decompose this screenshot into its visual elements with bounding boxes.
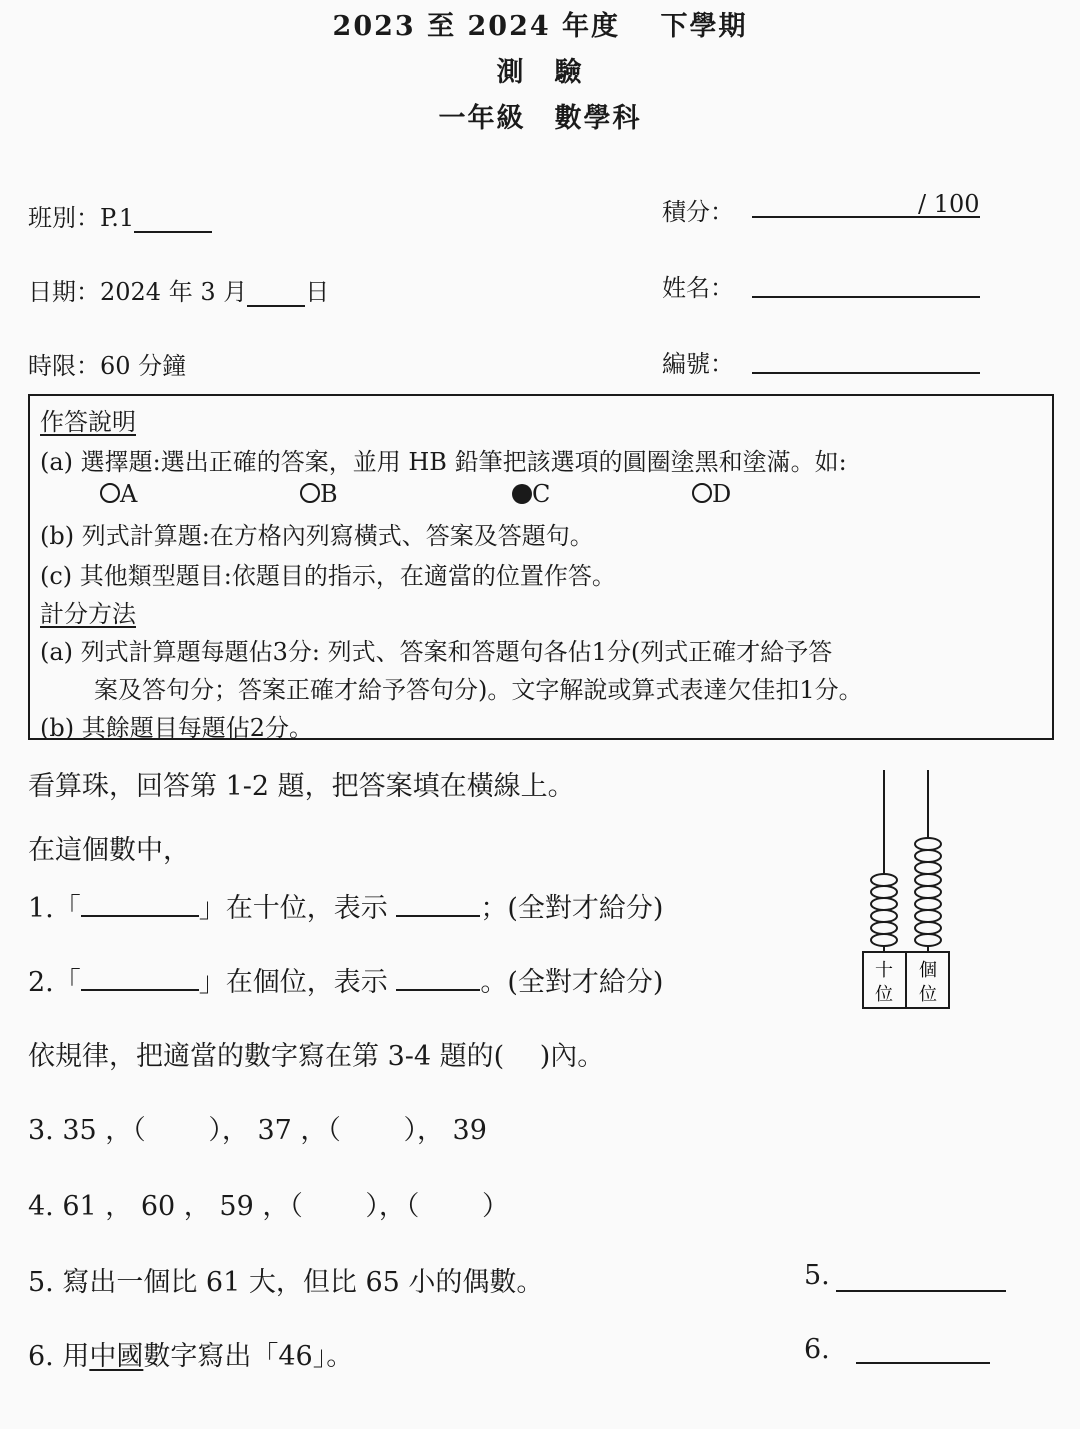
instruction-a: (a) 選擇題:選出正確的答案，並用 HB 鉛筆把該選項的圓圈塗黑和塗滿。如: <box>40 448 847 476</box>
ones-label-1: 個 <box>919 960 937 981</box>
q1-suffix: ；(全對才給分) <box>480 893 664 924</box>
abacus-bead <box>915 886 941 898</box>
abacus-bead <box>871 874 897 886</box>
name-blank[interactable] <box>752 296 980 298</box>
question-4[interactable]: 4. 61 ， 60 ， 59 ，（ ），（ ） <box>28 1191 509 1222</box>
intro-q3-4: 依規律，把適當的數字寫在第 3-4 題的( )內。 <box>28 1041 605 1072</box>
q6-suffix: 數字寫出「46」。 <box>143 1341 354 1372</box>
header-year-term: 2023 至 2024 年度 下學期 <box>332 11 748 42</box>
abacus-bead <box>915 874 941 886</box>
abacus-bead <box>915 922 941 934</box>
abacus-bead <box>915 934 941 946</box>
q2-value-blank[interactable] <box>396 967 480 991</box>
option-d-label: D <box>712 480 732 508</box>
option-example-a <box>100 480 137 508</box>
q1-value-blank[interactable] <box>396 893 480 917</box>
q2-digit-blank[interactable] <box>81 967 199 991</box>
q6-answer-number: 6. <box>804 1334 830 1365</box>
empty-circle-icon <box>300 483 320 503</box>
abacus-bead <box>871 934 897 946</box>
q6-underlined: 中國 <box>89 1341 144 1372</box>
number-blank[interactable] <box>752 372 980 374</box>
q6-prefix: 6. 用 <box>28 1341 90 1372</box>
q2-prefix: 2.「 <box>28 967 81 998</box>
name-label: 姓名： <box>662 274 734 302</box>
scoring-b: (b) 其餘題目每題佔2分。 <box>40 714 313 742</box>
abacus-bead <box>915 898 941 910</box>
question-1 <box>28 886 663 925</box>
question-6 <box>28 1334 353 1373</box>
intro-number: 在這個數中， <box>28 835 190 866</box>
scoring-a-line2: 案及答句分；答案正確才給予答句分)。文字解說或算式表達欠佳扣1分。 <box>94 676 863 704</box>
q5-answer-number: 5. <box>804 1260 830 1291</box>
option-c-label: C <box>532 480 551 508</box>
ones-label-2: 位 <box>919 984 937 1005</box>
question-2 <box>28 960 663 999</box>
instruction-b: (b) 列式計算題:在方格內列寫橫式、答案及答題句。 <box>40 522 594 550</box>
empty-circle-icon <box>692 483 712 503</box>
filled-circle-icon <box>512 484 532 504</box>
intro-q1-2: 看算珠，回答第 1-2 題，把答案填在橫線上。 <box>28 771 575 802</box>
abacus-bead <box>915 862 941 874</box>
question-5: 5. 寫出一個比 61 大，但比 65 小的偶數。 <box>28 1267 544 1298</box>
scoring-a-line1: (a) 列式計算題每題佔3分: 列式、答案和答題句各佔1分(列式正確才給予答 <box>40 638 833 666</box>
question-3[interactable]: 3. 35 ，（ ）， 37 ，（ ）， 39 <box>28 1115 487 1146</box>
instruction-c: (c) 其他類型題目:依題目的指示，在適當的位置作答。 <box>40 562 616 590</box>
abacus-bead <box>915 850 941 862</box>
abacus-bead <box>871 898 897 910</box>
date-suffix: 日 <box>305 278 330 306</box>
option-example-c <box>512 480 550 508</box>
option-example-d <box>692 480 731 508</box>
abacus-bead <box>915 838 941 850</box>
scoring-title: 計分方法 <box>40 600 136 628</box>
score-label: 積分： <box>662 198 734 226</box>
abacus-bead <box>915 910 941 922</box>
option-example-b <box>300 480 338 508</box>
number-label: 編號： <box>662 350 734 378</box>
abacus-bead <box>871 886 897 898</box>
q5-answer-blank[interactable] <box>836 1290 1006 1292</box>
abacus-ones-beads <box>915 838 941 946</box>
class-blank[interactable] <box>134 231 212 233</box>
date-day-blank[interactable] <box>247 305 305 307</box>
class-field <box>28 198 212 233</box>
abacus <box>856 766 956 1016</box>
instructions-title: 作答說明 <box>40 408 136 436</box>
empty-circle-icon <box>100 483 120 503</box>
q1-prefix: 1.「 <box>28 893 81 924</box>
tens-label-2: 位 <box>875 984 893 1005</box>
header-grade-subject: 一年級 數學科 <box>438 103 642 134</box>
abacus-bead <box>871 922 897 934</box>
option-a-label: A <box>120 480 138 508</box>
date-label: 日期：2024 年 3 月 <box>28 278 248 306</box>
q6-answer-blank[interactable] <box>856 1362 990 1364</box>
abacus-bead <box>871 910 897 922</box>
tens-label-1: 十 <box>875 960 893 981</box>
abacus-tens-beads <box>871 874 897 946</box>
option-b-label: B <box>320 480 338 508</box>
q2-middle: 」在個位，表示 <box>198 967 388 998</box>
time-limit: 時限：60 分鐘 <box>28 352 187 380</box>
instructions-box <box>28 394 1054 740</box>
class-label: 班別：P.1 <box>28 204 135 232</box>
header-test: 測 驗 <box>496 57 584 88</box>
q1-middle: 」在十位，表示 <box>198 893 388 924</box>
date-field <box>28 272 329 307</box>
score-total: / 100 <box>918 190 980 218</box>
q2-suffix: 。(全對才給分) <box>480 967 664 998</box>
q1-digit-blank[interactable] <box>81 893 199 917</box>
